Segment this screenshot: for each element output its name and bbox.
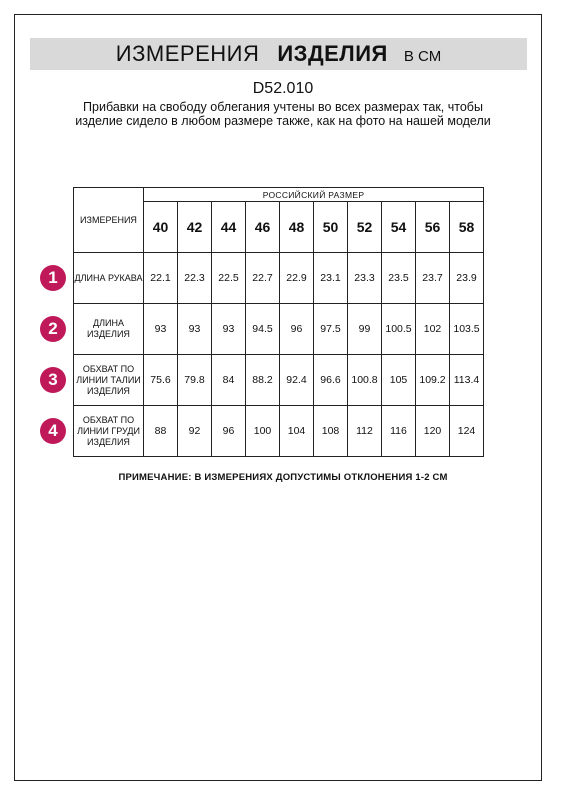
value-cell: 23.9 [450, 253, 484, 304]
value-cell: 88.2 [246, 355, 280, 406]
measurements-header: ИЗМЕРЕНИЯ [74, 188, 144, 253]
row-number-badge: 3 [40, 367, 66, 393]
product-code: D52.010 [252, 80, 314, 97]
value-cell: 100.5 [382, 304, 416, 355]
value-cell: 92.4 [280, 355, 314, 406]
table-row [74, 406, 484, 457]
title-light: ИЗМЕРЕНИЯ [115, 41, 260, 66]
measurement-label: ОБХВАТ ПО ЛИНИИ ТАЛИИ ИЗДЕЛИЯ [74, 355, 144, 406]
size-header-cell: 58 [450, 202, 484, 253]
value-cell: 96 [280, 304, 314, 355]
size-header-cell: 52 [348, 202, 382, 253]
size-header-cell: 48 [280, 202, 314, 253]
size-header-cell: 44 [212, 202, 246, 253]
value-cell: 93 [212, 304, 246, 355]
size-header-cell: 50 [314, 202, 348, 253]
value-cell: 104 [280, 406, 314, 457]
value-cell: 23.3 [348, 253, 382, 304]
value-cell: 108 [314, 406, 348, 457]
value-cell: 96.6 [314, 355, 348, 406]
value-cell: 93 [144, 304, 178, 355]
value-cell: 96 [212, 406, 246, 457]
value-cell: 75.6 [144, 355, 178, 406]
value-cell: 109.2 [416, 355, 450, 406]
row-number-badge: 1 [40, 265, 66, 291]
value-cell: 116 [382, 406, 416, 457]
value-cell: 22.1 [144, 253, 178, 304]
measurement-label: ОБХВАТ ПО ЛИНИИ ГРУДИ ИЗДЕЛИЯ [74, 406, 144, 457]
measurement-label: ДЛИНА РУКАВА [74, 253, 144, 304]
value-cell: 88 [144, 406, 178, 457]
table-row [74, 253, 484, 304]
value-cell: 112 [348, 406, 382, 457]
value-cell: 100.8 [348, 355, 382, 406]
value-cell: 100 [246, 406, 280, 457]
value-cell: 22.3 [178, 253, 212, 304]
row-number-badge: 2 [40, 316, 66, 342]
measurement-label: ДЛИНА ИЗДЕЛИЯ [74, 304, 144, 355]
value-cell: 23.1 [314, 253, 348, 304]
value-cell: 93 [178, 304, 212, 355]
value-cell: 84 [212, 355, 246, 406]
value-cell: 97.5 [314, 304, 348, 355]
row-number-badge: 4 [40, 418, 66, 444]
value-cell: 113.4 [450, 355, 484, 406]
value-cell: 120 [416, 406, 450, 457]
value-cell: 92 [178, 406, 212, 457]
value-cell: 103.5 [450, 304, 484, 355]
value-cell: 79.8 [178, 355, 212, 406]
size-header-cell: 46 [246, 202, 280, 253]
size-header-cell: 40 [144, 202, 178, 253]
title-bar [30, 38, 527, 70]
value-cell: 23.7 [416, 253, 450, 304]
value-cell: 102 [416, 304, 450, 355]
note-text: ПРИМЕЧАНИЕ: В ИЗМЕРЕНИЯХ ДОПУСТИМЫ ОТКЛОНЕНИЯ 1-2 СМ [118, 472, 448, 483]
value-cell: 99 [348, 304, 382, 355]
value-cell: 22.7 [246, 253, 280, 304]
title-unit: В СМ [403, 47, 442, 65]
table-row [74, 355, 484, 406]
value-cell: 23.5 [382, 253, 416, 304]
intro-text: Прибавки на свободу облегания учтены во всех размерах так, чтобы изделие сидело в любом размере также, как на фото на нашей модели [75, 100, 491, 128]
russian-size-header: РОССИЙСКИЙ РАЗМЕР [144, 188, 484, 202]
table-row [74, 304, 484, 355]
value-cell: 105 [382, 355, 416, 406]
value-cell: 124 [450, 406, 484, 457]
size-header-cell: 54 [382, 202, 416, 253]
size-header-cell: 42 [178, 202, 212, 253]
value-cell: 94.5 [246, 304, 280, 355]
size-table [73, 187, 484, 457]
value-cell: 22.5 [212, 253, 246, 304]
title-bold: ИЗДЕЛИЯ [277, 41, 388, 66]
value-cell: 22.9 [280, 253, 314, 304]
size-header-cell: 56 [416, 202, 450, 253]
